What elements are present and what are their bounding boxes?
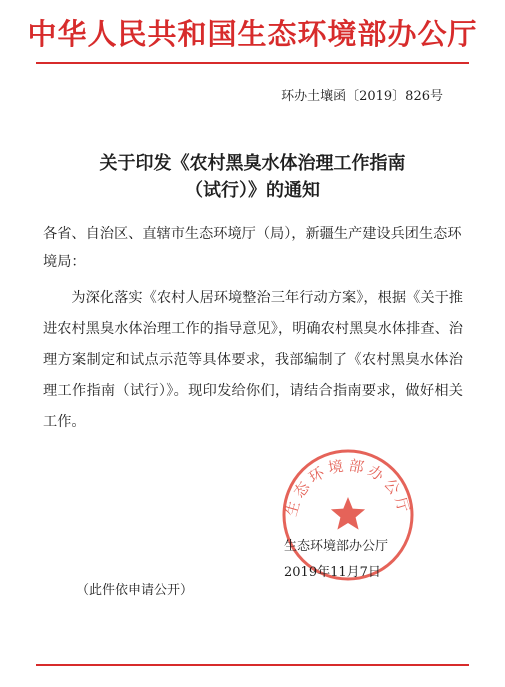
- footer-rule: [36, 664, 469, 666]
- svg-text:生态环境部办公厅: 生态环境部办公厅: [282, 456, 414, 519]
- letterhead: 中华人民共和国生态环境部办公厅: [27, 17, 478, 51]
- title-line-2: （试行）》的通知: [185, 180, 320, 201]
- letterhead-rule: [36, 62, 469, 64]
- disclosure-note: （此件依申请公开）: [76, 583, 194, 598]
- title-line-1: 关于印发《农村黑臭水体治理工作指南: [99, 153, 406, 174]
- body-paragraph: 为深化落实《农村人居环境整治三年行动方案》，根据《关于推进农村黑臭水体治理工作的指导意见》，明确农村黑臭水体排查、治理方案制定和试点示范等具体要求，我部编制了《农村黑臭水体治理工作指南（试行）》。现印发给你们，请结合指南要求，做好相关工作。: [43, 290, 463, 430]
- signature-organization: 生态环境部办公厅: [284, 539, 389, 554]
- document-title: [40, 150, 465, 204]
- signature-date: 2019年11月7日: [284, 565, 381, 580]
- document-number: 环办土壤函〔2019〕826号: [281, 89, 443, 104]
- addressee: 各省、自治区、直辖市生态环境厅（局），新疆生产建设兵团生态环境局：: [43, 226, 462, 270]
